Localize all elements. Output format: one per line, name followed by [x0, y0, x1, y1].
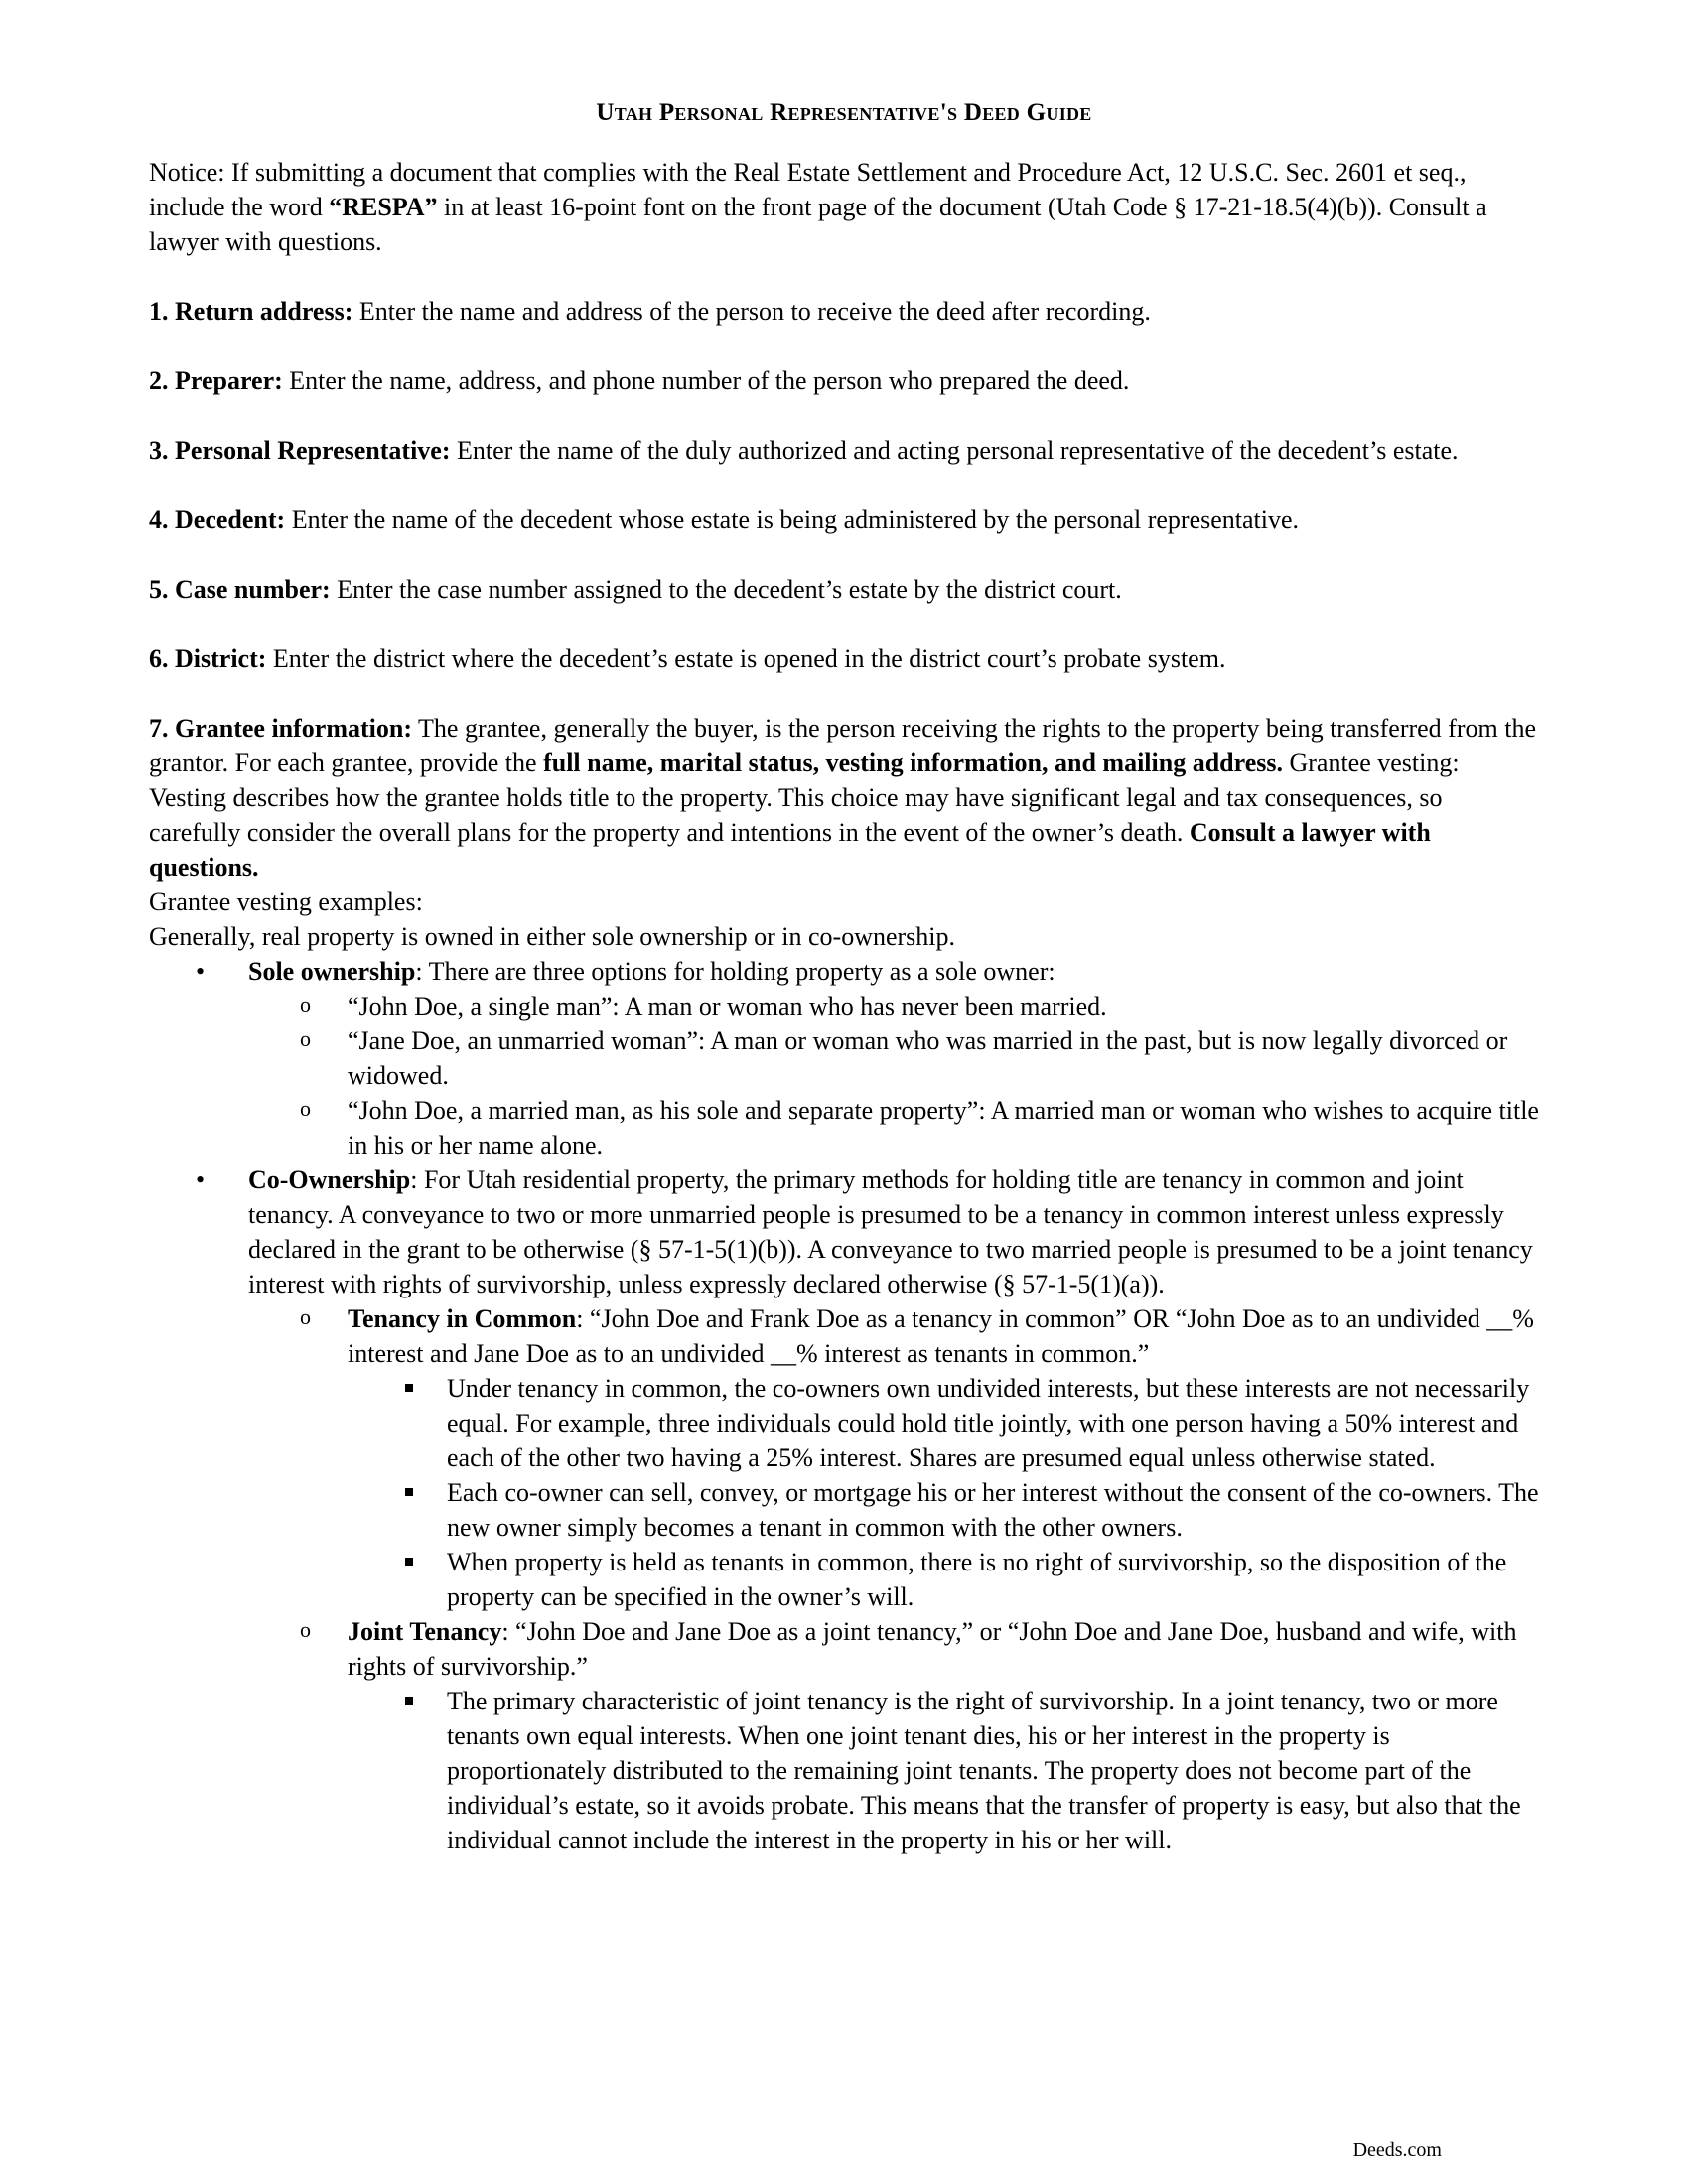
list-item: Under tenancy in common, the co-owners own undivided interests, but these interests are not necessarily equal. For example, three individuals could hold title jointly, with one person having a 50% interest and each of the other two having a 25% interest. Shares are presumed equal unless otherwise stated. [348, 1371, 1539, 1475]
list-item: o “John Doe, a married man, as his sole and separate property”: A married man or woman who wishes to acquire title in his or her name alone. [248, 1093, 1539, 1162]
co-options-list [248, 1301, 1539, 1857]
list-item-joint-tenancy: o Joint Tenancy: “John Doe and Jane Doe as a joint tenancy,” or “John Doe and Jane Doe, husband and wife, with rights of survivorship.” The primary characteristic of joint tenancy is the right of survivorship. In a joint tenancy, two or more tenants own equal interests. When one joint tenant dies, his or her interest in the property is proportionately distributed to the remaining joint tenants. The property does not become part of the individual’s estate, so it avoids probate. This means that the transfer of property is easy, but also that the individual cannot include the interest in the property in his or her will. [248, 1614, 1539, 1857]
list-item-sole-ownership: • Sole ownership: There are three options for holding property as a sole owner: o “John Doe, a single man”: A man or woman who has never been married. o “Jane Doe, an unmarried woman”: A man or woman who was married in the past, but is now legally divorced or widowed. o “John Doe, a married man, as his sole and separate property”: A married man or woman who wishes to acquire title in his or her name alone. [149, 954, 1539, 1162]
footer-brand: Deeds.com [1352, 2139, 1442, 2161]
list-item-co-ownership: • Co-Ownership: For Utah residential property, the primary methods for holding title are tenancy in common and joint tenancy. A conveyance to two or more unmarried people is presumed to be a tenancy in common interest unless expressly declared in the grant to be otherwise (§ 57-1-5(1)(b)). A conveyance to two married people is presumed to be a joint tenancy interest with rights of survivorship, unless expressly declared otherwise (§ 57-1-5(1)(a)). o Tenancy in Common: “John Doe and Frank Doe as a tenancy in common” OR “John Doe as to an undivided __% interest and Jane Doe as to an undivided __% interest as tenants in common.” Under tenancy in common, the co-owners own undivided interests, but these interests are not necessarily equal. For example, three individuals could hold title jointly, with one person having a 50% interest and each of the other two having a 25% interest. Shares are presumed equal unless otherwise stated. Each co-owner can sell, convey, or mortgage his or her interest without the consent of the co-owners. The new owner simply becomes a tenant in common with the other owners. When property is held as tenants in common, there is no right of survivorship, so the disposition of the property can be specified in the owner’s will. o Joint Tenancy: “John Doe and Jane Doe as a joint tenancy,” or “John Doe and Jane Doe, husband and wife, with rights of survivorship.” The primary characteristic of joint tenancy is the right of survivorship. In a joint tenancy, two or more tenants own equal interests. When one joint tenant dies, his or her interest in the property is proportionately distributed to the remaining joint tenants. The property does not become part of the individual’s estate, so it avoids probate. This means that the transfer of property is easy, but also that the individual cannot include the interest in the property in his or her will. [149, 1162, 1539, 1857]
item-district: 6. District: Enter the district where the decedent’s estate is opened in the district court’s probate system. [149, 644, 1226, 673]
list-item: When property is held as tenants in common, there is no right of survivorship, so the disposition of the property can be specified in the owner’s will. [348, 1545, 1539, 1614]
sole-options-list [248, 989, 1539, 1162]
item-case-number: 5. Case number: Enter the case number assigned to the decedent’s estate by the district court. [149, 575, 1122, 604]
item-return-address: 1. Return address: Enter the name and address of the person to receive the deed after recording. [149, 297, 1151, 326]
page-title: Utah Personal Representative's Deed Guide [596, 99, 1092, 126]
list-item-tenancy-in-common: o Tenancy in Common: “John Doe and Frank Doe as a tenancy in common” OR “John Doe as to an undivided __% interest and Jane Doe as to an undivided __% interest as tenants in common.” Under tenancy in common, the co-owners own undivided interests, but these interests are not necessarily equal. For example, three individuals could hold title jointly, with one person having a 50% interest and each of the other two having a 25% interest. Shares are presumed equal unless otherwise stated. Each co-owner can sell, convey, or mortgage his or her interest without the consent of the co-owners. The new owner simply becomes a tenant in common with the other owners. When property is held as tenants in common, there is no right of survivorship, so the disposition of the property can be specified in the owner’s will. [248, 1301, 1539, 1614]
vesting-examples-heading: Grantee vesting examples: [149, 887, 423, 916]
tenancy-in-common-points [348, 1371, 1539, 1614]
vesting-examples-intro: Generally, real property is owned in either sole ownership or in co-ownership. [149, 922, 956, 951]
list-item: The primary characteristic of joint tenancy is the right of survivorship. In a joint tenancy, two or more tenants own equal interests. When one joint tenant dies, his or her interest in the property is proportionately distributed to the remaining joint tenants. The property does not become part of the individual’s estate, so it avoids probate. This means that the transfer of property is easy, but also that the individual cannot include the interest in the property in his or her will. [348, 1684, 1539, 1857]
ownership-list [149, 954, 1539, 1857]
item-personal-representative: 3. Personal Representative: Enter the name of the duly authorized and acting personal representative of the decedent’s estate. [149, 436, 1459, 465]
item-decedent: 4. Decedent: Enter the name of the decedent whose estate is being administered by the personal representative. [149, 505, 1300, 534]
list-item: o “John Doe, a single man”: A man or woman who has never been married. [248, 989, 1539, 1024]
item-preparer: 2. Preparer: Enter the name, address, and phone number of the person who prepared the deed. [149, 366, 1130, 395]
item-grantee-information: 7. Grantee information: The grantee, generally the buyer, is the person receiving the rights to the property being transferred from the grantor. For each grantee, provide the full name, marital status, vesting information, and mailing address. Grantee vesting: Vesting describes how the grantee holds title to the property. This choice may have significant legal and tax consequences, so carefully consider the overall plans for the property and intentions in the event of the owner’s death. Consult a lawyer with questions. [149, 714, 1536, 882]
list-item: o “Jane Doe, an unmarried woman”: A man or woman who was married in the past, but is now legally divorced or widowed. [248, 1024, 1539, 1093]
document-page [149, 99, 1539, 1857]
list-item: Each co-owner can sell, convey, or mortgage his or her interest without the consent of the co-owners. The new owner simply becomes a tenant in common with the other owners. [348, 1475, 1539, 1545]
joint-tenancy-points [348, 1684, 1539, 1857]
notice-paragraph: Notice: If submitting a document that complies with the Real Estate Settlement and Procedure Act, 12 U.S.C. Sec. 2601 et seq., include the word “RESPA” in at least 16-point font on the front page of the document (Utah Code § 17-21-18.5(4)(b)). Consult a lawyer with questions. [149, 158, 1487, 256]
